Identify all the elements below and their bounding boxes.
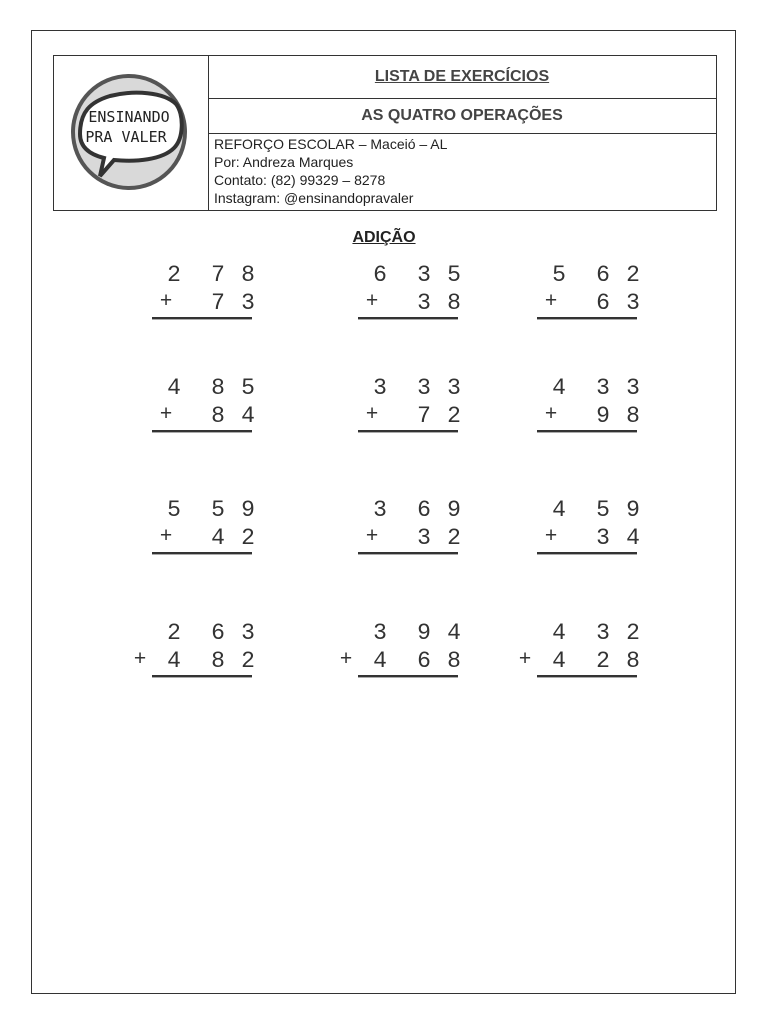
addend-top-digit: 3	[417, 262, 431, 288]
addend-top-digit: 9	[447, 497, 461, 523]
addend-bottom-digit: 2	[241, 648, 255, 674]
addend-bottom-digit: 6	[417, 648, 431, 674]
addend-top-digit: 3	[417, 375, 431, 401]
addend-bottom-digit: 4	[373, 648, 387, 674]
worksheet-title: LISTA DE EXERCÍCIOS	[208, 56, 716, 99]
addend-bottom-digit: 6	[596, 290, 610, 316]
addend-bottom-digit: 4	[167, 648, 181, 674]
addend-bottom-digit: 8	[626, 648, 640, 674]
addend-top-digit: 5	[596, 497, 610, 523]
addend-top-digit: 9	[417, 620, 431, 646]
addition-problem	[515, 497, 665, 567]
info-line-author: Por: Andreza Marques	[214, 154, 354, 170]
plus-sign: +	[159, 404, 173, 427]
sum-line	[152, 552, 252, 555]
plus-sign: +	[339, 649, 353, 672]
addend-top-digit: 4	[167, 375, 181, 401]
addition-problem	[130, 497, 280, 567]
addend-top-digit: 4	[552, 620, 566, 646]
sum-line	[537, 430, 637, 433]
addend-bottom-digit: 8	[211, 403, 225, 429]
addition-problem	[336, 620, 486, 690]
addend-top-digit: 4	[447, 620, 461, 646]
sum-line	[537, 675, 637, 678]
addend-top-digit: 3	[626, 375, 640, 401]
sum-line	[152, 675, 252, 678]
addend-top-digit: 7	[211, 262, 225, 288]
logo-image	[66, 72, 192, 192]
addend-top-digit: 5	[211, 497, 225, 523]
plus-sign: +	[518, 649, 532, 672]
addend-top-digit: 2	[626, 262, 640, 288]
info-block	[214, 135, 447, 207]
logo-text-line1: ENSINANDO	[88, 108, 170, 126]
addend-top-digit: 4	[552, 375, 566, 401]
sum-line	[358, 675, 458, 678]
sum-line	[358, 430, 458, 433]
worksheet-subtitle: AS QUATRO OPERAÇÕES	[208, 98, 716, 134]
addition-problem	[515, 620, 665, 690]
sum-line	[537, 552, 637, 555]
addend-top-digit: 3	[373, 620, 387, 646]
addition-problem	[336, 262, 486, 332]
addition-problem	[336, 375, 486, 445]
plus-sign: +	[159, 291, 173, 314]
plus-sign: +	[544, 526, 558, 549]
addition-problem	[130, 262, 280, 332]
addend-top-digit: 3	[447, 375, 461, 401]
addition-problem	[336, 497, 486, 567]
addend-top-digit: 2	[626, 620, 640, 646]
addend-bottom-digit: 2	[447, 403, 461, 429]
addition-problem	[130, 620, 280, 690]
addend-top-digit: 6	[417, 497, 431, 523]
sum-line	[152, 317, 252, 320]
addend-top-digit: 3	[241, 620, 255, 646]
addend-top-digit: 5	[167, 497, 181, 523]
plus-sign: +	[159, 526, 173, 549]
addend-bottom-digit: 4	[241, 403, 255, 429]
addend-top-digit: 3	[373, 375, 387, 401]
addend-bottom-digit: 8	[447, 290, 461, 316]
header-table	[53, 55, 717, 211]
addend-top-digit: 5	[552, 262, 566, 288]
addend-top-digit: 6	[211, 620, 225, 646]
addend-top-digit: 2	[167, 620, 181, 646]
info-line-instagram: Instagram: @ensinandopravaler	[214, 190, 414, 206]
plus-sign: +	[365, 291, 379, 314]
addend-top-digit: 5	[447, 262, 461, 288]
addition-problem	[515, 262, 665, 332]
plus-sign: +	[133, 649, 147, 672]
addend-top-digit: 4	[552, 497, 566, 523]
addend-bottom-digit: 7	[417, 403, 431, 429]
plus-sign: +	[544, 291, 558, 314]
addend-bottom-digit: 3	[626, 290, 640, 316]
addend-top-digit: 9	[626, 497, 640, 523]
addend-top-digit: 6	[373, 262, 387, 288]
info-line-contact: Contato: (82) 99329 – 8278	[214, 172, 386, 188]
addend-top-digit: 9	[241, 497, 255, 523]
addend-top-digit: 8	[241, 262, 255, 288]
addend-bottom-digit: 3	[417, 525, 431, 551]
addend-bottom-digit: 3	[241, 290, 255, 316]
addend-bottom-digit: 2	[596, 648, 610, 674]
addend-bottom-digit: 9	[596, 403, 610, 429]
plus-sign: +	[365, 404, 379, 427]
addend-top-digit: 3	[596, 375, 610, 401]
addition-problem	[515, 375, 665, 445]
info-line-school: REFORÇO ESCOLAR – Maceió – AL	[214, 136, 448, 152]
sum-line	[358, 317, 458, 320]
sum-line	[537, 317, 637, 320]
addend-bottom-digit: 7	[211, 290, 225, 316]
addend-top-digit: 6	[596, 262, 610, 288]
sum-line	[152, 430, 252, 433]
section-title: ADIÇÃO	[352, 229, 416, 246]
plus-sign: +	[365, 526, 379, 549]
addend-bottom-digit: 4	[552, 648, 566, 674]
addend-bottom-digit: 3	[417, 290, 431, 316]
logo-text-line2: PRA VALER	[85, 128, 167, 146]
addend-bottom-digit: 4	[211, 525, 225, 551]
addend-bottom-digit: 8	[211, 648, 225, 674]
plus-sign: +	[544, 404, 558, 427]
addend-bottom-digit: 2	[447, 525, 461, 551]
addend-top-digit: 3	[596, 620, 610, 646]
addend-bottom-digit: 8	[626, 403, 640, 429]
sum-line	[358, 552, 458, 555]
addition-problem	[130, 375, 280, 445]
addend-bottom-digit: 3	[596, 525, 610, 551]
addend-top-digit: 3	[373, 497, 387, 523]
addend-top-digit: 2	[167, 262, 181, 288]
addend-top-digit: 5	[241, 375, 255, 401]
addend-bottom-digit: 2	[241, 525, 255, 551]
addend-top-digit: 8	[211, 375, 225, 401]
addend-bottom-digit: 4	[626, 525, 640, 551]
addend-bottom-digit: 8	[447, 648, 461, 674]
logo-cell	[54, 56, 209, 210]
